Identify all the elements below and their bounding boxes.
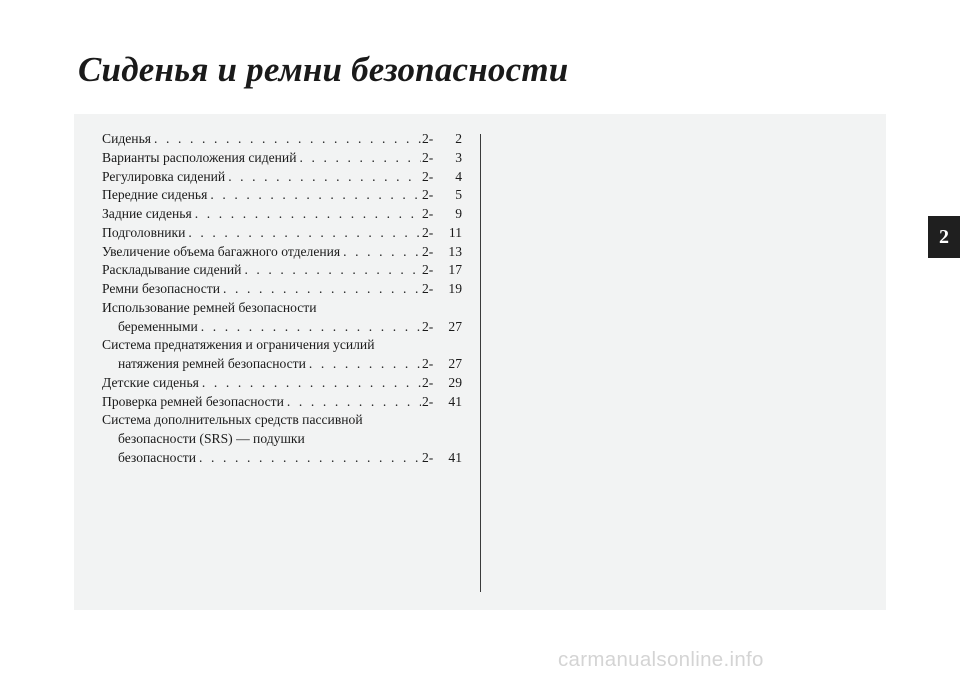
toc-entry[interactable]: [102, 130, 462, 149]
page-prefix: 2-: [422, 374, 434, 390]
dot-leader: [299, 149, 421, 168]
toc-entry[interactable]: [102, 336, 462, 373]
page-prefix: 2-: [422, 243, 434, 259]
page-number: 13: [448, 243, 462, 259]
toc-entry-title: Регулировка сидений: [102, 168, 226, 184]
toc-page-ref: [422, 318, 462, 337]
dot-leader: [343, 243, 421, 262]
toc-entry-text: [102, 130, 422, 149]
page-prefix: 2-: [422, 356, 434, 371]
toc-entry-title: Варианты расположения сидений: [102, 149, 297, 165]
toc-entry[interactable]: [102, 243, 462, 262]
page-number: 9: [455, 206, 462, 222]
page-number: 27: [448, 318, 462, 334]
page-number: 2: [455, 131, 462, 146]
page-number: 5: [455, 187, 462, 203]
toc-entry-text: [102, 393, 422, 412]
page-title: Сиденья и ремни безопасности: [78, 50, 569, 89]
toc-entry[interactable]: [102, 149, 462, 168]
chapter-tab[interactable]: 2: [928, 216, 960, 258]
toc-entry-title: Детские сиденья: [102, 374, 199, 390]
toc-page-ref: [422, 149, 462, 168]
toc-entry-text: [102, 280, 422, 299]
page-prefix: 2-: [422, 131, 434, 146]
toc-entry-title: безопасности (SRS) — подушки: [118, 430, 305, 446]
toc-entry-title: Система преднатяжения и ограничения усилий: [102, 337, 375, 353]
page-prefix: 2-: [422, 206, 434, 222]
toc-entry-title: Использование ремней безопасности: [102, 300, 317, 316]
dot-leader: [228, 168, 421, 187]
toc-entry[interactable]: [102, 393, 462, 412]
dot-leader: [244, 261, 421, 280]
page-prefix: 2-: [422, 262, 434, 278]
page-prefix: 2-: [422, 187, 434, 203]
toc-entry[interactable]: [102, 411, 462, 467]
toc-entry-title: Раскладывание сидений: [102, 262, 242, 278]
page-prefix: 2-: [422, 168, 434, 184]
page-number: 41: [448, 449, 462, 465]
toc-entry-text: [102, 374, 422, 393]
toc-entry-text: [102, 261, 422, 280]
page-prefix: 2-: [422, 149, 434, 165]
toc-entry-title: Ремни безопасности: [102, 281, 220, 297]
toc-entry-title: Сиденья: [102, 131, 152, 146]
toc-page-ref: [422, 374, 462, 393]
dot-leader: [287, 393, 421, 412]
toc-entry[interactable]: [102, 205, 462, 224]
toc-entry-text: [102, 411, 422, 467]
toc-entry-text: [102, 186, 422, 205]
dot-leader: [195, 205, 421, 224]
toc-entry[interactable]: [102, 374, 462, 393]
toc-page-ref: [422, 355, 462, 374]
toc-entry[interactable]: [102, 168, 462, 187]
page-number: 27: [448, 356, 462, 371]
page-number: 11: [448, 224, 462, 240]
toc-entry-title: безопасности: [118, 449, 197, 465]
toc-entry-title: беременными: [118, 318, 198, 334]
page-prefix: 2-: [422, 318, 434, 334]
watermark: carmanualsonline.info: [558, 648, 764, 671]
page-prefix: 2-: [422, 224, 434, 240]
toc-entry-text: [102, 224, 422, 243]
toc-entry[interactable]: [102, 186, 462, 205]
dot-leader: [199, 449, 421, 468]
toc-entry-text: [102, 299, 422, 336]
page-prefix: 2-: [422, 393, 434, 409]
dot-leader: [201, 318, 421, 337]
toc-entry-title: Передние сиденья: [102, 187, 208, 203]
toc-entry-title: натяжения ремней безопасности: [118, 356, 306, 371]
page-number: 17: [448, 262, 462, 278]
dot-leader: [188, 224, 421, 243]
toc-page-ref: [422, 243, 462, 262]
page-number: 3: [455, 149, 462, 165]
toc-entry-text: [102, 168, 422, 187]
page-prefix: 2-: [422, 281, 434, 297]
toc-entry-title: Подголовники: [102, 224, 186, 240]
toc-page-ref: [422, 130, 462, 149]
toc-page-ref: [422, 168, 462, 187]
toc-page-ref: [422, 205, 462, 224]
toc-page-ref: [422, 186, 462, 205]
toc-entry-text: [102, 205, 422, 224]
toc-page-ref: [422, 261, 462, 280]
column-divider: [480, 134, 481, 592]
dot-leader: [309, 355, 421, 374]
toc-entry[interactable]: [102, 280, 462, 299]
toc-entry-title: Увеличение объема багажного отделения: [102, 243, 341, 259]
toc-entry[interactable]: [102, 261, 462, 280]
toc-entry-text: [102, 336, 422, 373]
toc-entry-text: [102, 243, 422, 262]
toc-page-ref: [422, 393, 462, 412]
page-number: 29: [448, 374, 462, 390]
page-number: 4: [455, 168, 462, 184]
toc-entry[interactable]: [102, 299, 462, 336]
page-number: 41: [448, 393, 462, 409]
toc-page-ref: [422, 224, 462, 243]
dot-leader: [223, 280, 421, 299]
toc-entry-title: Задние сиденья: [102, 206, 192, 222]
toc-page-ref: [422, 280, 462, 299]
toc-page-ref: [422, 449, 462, 468]
page-prefix: 2-: [422, 449, 434, 465]
toc-entry-text: [102, 149, 422, 168]
page-number: 19: [448, 281, 462, 297]
dot-leader: [210, 186, 421, 205]
toc-entry[interactable]: [102, 224, 462, 243]
toc-entry-title: Система дополнительных средств пассивной: [102, 412, 363, 428]
table-of-contents: [102, 130, 462, 467]
toc-entry-title: Проверка ремней безопасности: [102, 393, 284, 409]
dot-leader: [202, 374, 421, 393]
dot-leader: [154, 130, 421, 149]
